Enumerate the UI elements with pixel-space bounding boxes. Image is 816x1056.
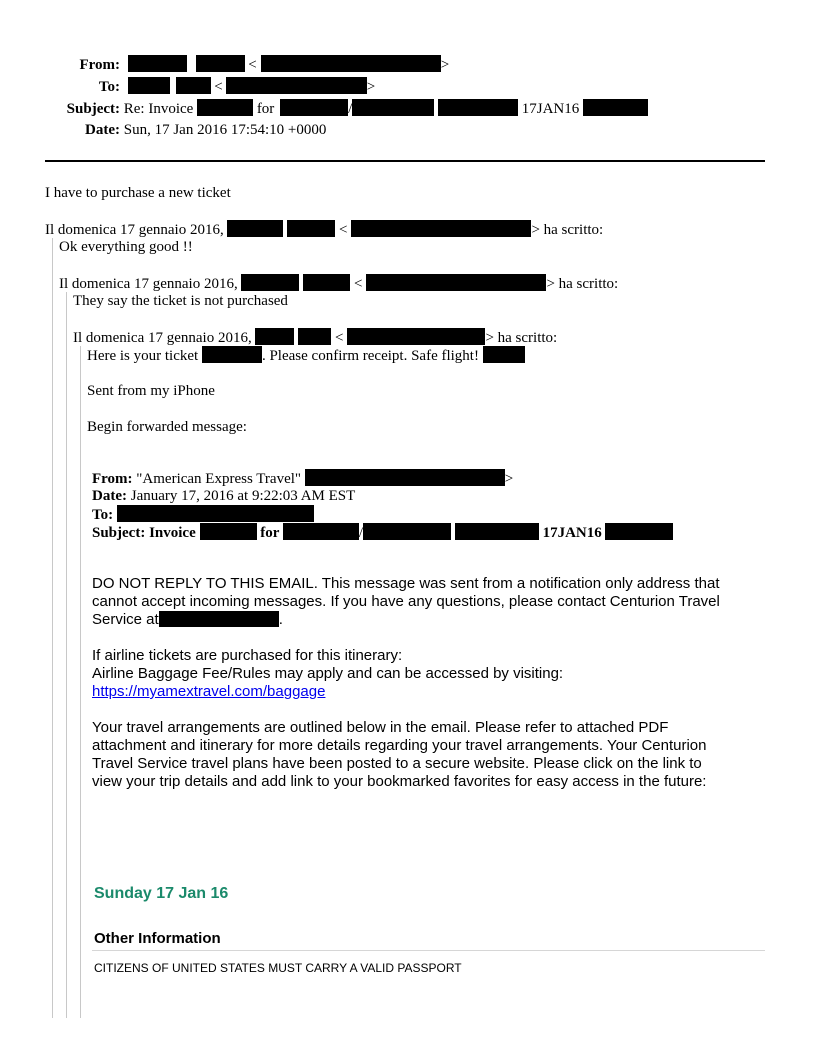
header-date	[45, 121, 326, 139]
notice-paragraph-1	[92, 575, 720, 629]
baggage-link[interactable]: https://myamextravel.com/baggage	[92, 683, 326, 700]
quote2-intro	[59, 274, 618, 293]
fwd-from	[92, 469, 513, 488]
wrote-text: > ha scritto:	[531, 222, 604, 238]
redaction	[455, 523, 539, 540]
notice-paragraph-3	[92, 719, 707, 791]
redaction	[583, 99, 648, 116]
from-name: "American Express Travel"	[136, 471, 302, 487]
quote3-intro	[73, 328, 557, 347]
other-information-heading: Other Information	[94, 930, 221, 947]
signature: Sent from my iPhone	[87, 383, 215, 399]
redaction	[352, 99, 434, 116]
lt: <	[214, 79, 223, 95]
fwd-to	[92, 505, 314, 524]
redaction	[605, 523, 673, 540]
redaction	[305, 469, 505, 486]
service-at: Service at	[92, 611, 159, 628]
label: To:	[92, 507, 114, 523]
redaction	[197, 99, 253, 116]
text-line: cannot accept incoming messages. If you have any questions, please contact Centurion Travel	[92, 593, 720, 610]
lt: <	[334, 330, 344, 346]
label: Date:	[92, 488, 127, 504]
redaction	[255, 328, 294, 345]
to-label: To:	[98, 79, 120, 95]
intro-text: Il domenica 17 gennaio 2016,	[73, 330, 252, 346]
redaction	[159, 611, 279, 627]
redaction	[261, 55, 441, 72]
text-line	[92, 611, 720, 629]
quote-bar	[80, 346, 81, 1018]
date-label: Date:	[85, 122, 120, 138]
period: .	[278, 611, 283, 628]
date-value: Sun, 17 Jan 2016 17:54:10 +0000	[123, 122, 327, 138]
header-from	[45, 55, 449, 74]
quote-bar	[66, 292, 67, 1018]
redaction	[351, 220, 531, 237]
confirm-text: . Please confirm receipt. Safe flight!	[261, 348, 479, 364]
text-line: If airline tickets are purchased for this itinerary:	[92, 647, 403, 664]
reply-text: I have to purchase a new ticket	[45, 185, 231, 201]
forwarded-label: Begin forwarded message:	[87, 419, 247, 435]
itinerary-day: Sunday 17 Jan 16	[94, 885, 229, 902]
quote2-text: They say the ticket is not purchased	[73, 293, 288, 309]
subject-text: Re: Invoice	[123, 101, 194, 117]
redaction	[287, 220, 335, 237]
lt: <	[248, 57, 257, 73]
text-line: attachment and itinerary for more details regarding your travel arrangements. Your Centurion	[92, 737, 707, 754]
quote3-text	[87, 346, 525, 365]
redaction	[117, 505, 314, 522]
from-label: From:	[79, 57, 120, 73]
slash: /	[358, 525, 364, 541]
text-line: Your travel arrangements are outlined below in the email. Please refer to attached PDF	[92, 719, 669, 736]
text-line: view your trip details and add link to your bookmarked favorites for easy access in the future:	[92, 773, 707, 790]
subject-label: Subject:	[66, 101, 120, 117]
intro-text: Il domenica 17 gennaio 2016,	[59, 276, 238, 292]
redaction	[176, 77, 211, 94]
header-to	[45, 77, 375, 96]
fwd-date	[92, 487, 355, 505]
redaction	[483, 346, 525, 363]
lt: <	[353, 276, 363, 292]
quote-bar	[52, 238, 53, 1018]
subject-date: 17JAN16	[542, 525, 602, 541]
text-line: Travel Service travel plans have been posted to a secure website. Please click on the link to	[92, 755, 702, 772]
redaction	[363, 523, 451, 540]
redaction	[241, 274, 299, 291]
subject-for: for	[256, 101, 275, 117]
gt: >	[366, 79, 376, 95]
subject-for: for	[260, 525, 280, 541]
redaction	[298, 328, 331, 345]
redaction	[280, 99, 348, 116]
redaction	[283, 523, 359, 540]
fwd-subject	[92, 523, 673, 542]
text-line: Airline Baggage Fee/Rules may apply and can be accessed by visiting:	[92, 665, 564, 682]
lt: <	[338, 222, 348, 238]
quote1-intro	[45, 220, 603, 239]
redaction	[128, 55, 187, 72]
section-divider	[92, 950, 765, 951]
wrote-text: > ha scritto:	[485, 330, 558, 346]
ticket-text: Here is your ticket	[87, 348, 199, 364]
passport-notice: CITIZENS OF UNITED STATES MUST CARRY A VALID PASSPORT	[94, 961, 462, 975]
redaction	[226, 77, 367, 94]
notice-paragraph-2	[92, 647, 563, 701]
header-divider	[45, 160, 765, 162]
wrote-text: > ha scritto:	[546, 276, 619, 292]
redaction	[196, 55, 245, 72]
header-subject	[45, 99, 648, 118]
intro-text: Il domenica 17 gennaio 2016,	[45, 222, 224, 238]
redaction	[366, 274, 546, 291]
redaction	[303, 274, 350, 291]
gt: >	[504, 471, 514, 487]
redaction	[227, 220, 283, 237]
subject-date: 17JAN16	[521, 101, 580, 117]
redaction	[200, 523, 257, 540]
label: From:	[92, 471, 133, 487]
redaction	[202, 346, 262, 363]
quote1-text: Ok everything good !!	[59, 239, 193, 255]
text-line: DO NOT REPLY TO THIS EMAIL. This message was sent from a notification only address that	[92, 575, 720, 592]
redaction	[347, 328, 485, 345]
gt: >	[440, 57, 450, 73]
label: Subject: Invoice	[92, 525, 196, 541]
date-value: January 17, 2016 at 9:22:03 AM EST	[130, 488, 356, 504]
slash: /	[348, 101, 353, 117]
redaction	[438, 99, 518, 116]
redaction	[128, 77, 170, 94]
